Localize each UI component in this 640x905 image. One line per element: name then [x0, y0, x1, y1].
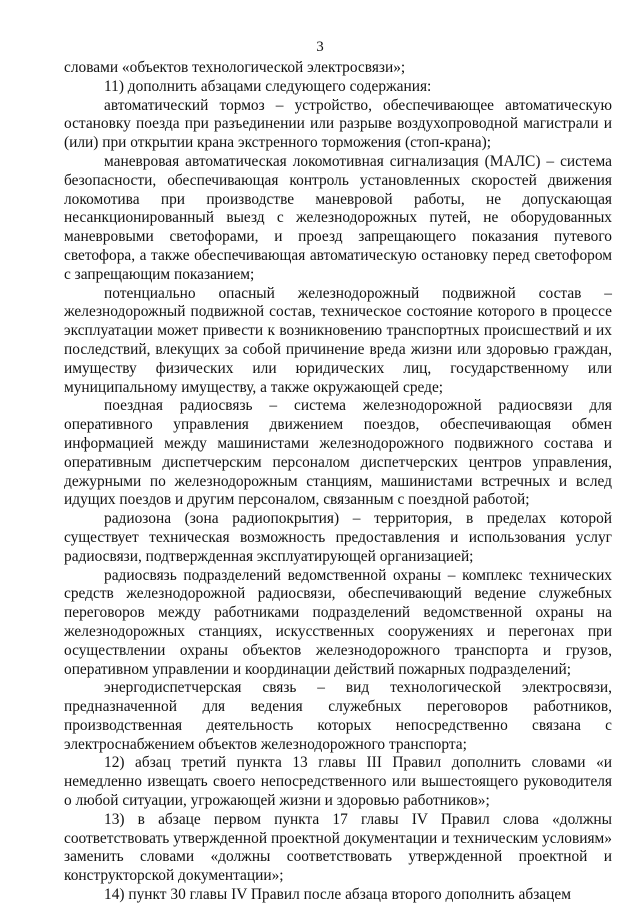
paragraph-train-radio: поездная радиосвязь – система железнодорожной радиосвязи для оперативного управления движением поездов, обеспечивающая обмен информацией между машинистами железнодорожного подвижного состава и оперативным диспетчерским персоналом диспетчерских центров управления, дежурными по железнодорожным станциям, машинистами встречных и вслед идущих поездов и другим персоналом, связанным с поездной работой;	[64, 397, 612, 509]
paragraph-mals: маневровая автоматическая локомотивная сигнализация (МАЛС) – система безопасности, обеспечивающая контроль установленных скоростей движения локомотива при производстве маневровой работы, не допускающая несанкционированный выезд с железнодорожных путей, не оборудованных маневровыми светофорами, и проезд запрещающего показания путевого светофора, а также обеспечивающая автоматическую остановку перед светофором с запрещающим показанием;	[64, 152, 612, 283]
paragraph-radio-zone: радиозона (зона радиопокрытия) – территория, в пределах которой существует техническая возможность предоставления и использования услуг радиосвязи, подтвержденная эксплуатирующей организацией;	[64, 510, 612, 565]
paragraph-item-14: 14) пункт 30 главы IV Правил после абзаца второго дополнить абзацем	[104, 886, 571, 904]
paragraph-energy-dispatch: энергодиспетчерская связь – вид технологической электросвязи, предназначенной для ведения служебных переговоров работников, производственная деятельность которых непосредственно связана с электроснабжением объектов железнодорожного транспорта;	[64, 679, 612, 753]
paragraph-continuation: словами «объектов технологической электросвязи»;	[64, 59, 406, 76]
paragraph-item-11: 11) дополнить абзацами следующего содержания:	[104, 77, 432, 95]
paragraph-hazardous-rolling-stock: потенциально опасный железнодорожный подвижной состав – железнодорожный подвижной состав, техническое состояние которого в процессе эксплуатации может привести к возникновению транспортных происшествий и их последствий, влекущих за собой причинение вреда жизни или здоровью граждан, имуществу физических или юридических лиц, государственному или муниципальному имуществу, а также окружающей среде;	[64, 284, 612, 396]
paragraph-item-13: 13) в абзаце первом пункта 17 главы IV Правил слова «должны соответствовать утвержденной проектной документации и техническим условиям» заменить словами «должны соответствовать утвержденной проектной и конструкторской документации»;	[64, 810, 612, 885]
paragraph-item-12: 12) абзац третий пункта 13 главы III Правил дополнить словами «и немедленно извещать своего непосредственного или вышестоящего руководителя о любой ситуации, угрожающей жизни и здоровью работников»;	[64, 754, 612, 810]
paragraph-automatic-brake: автоматический тормоз – устройство, обеспечивающее автоматическую остановку поезда при разъединении или разрыве воздухопроводной магистрали и (или) при открытии крана экстренного торможения (стоп-крана);	[64, 96, 612, 152]
document-body	[64, 59, 612, 905]
paragraph-security-radio: радиосвязь подразделений ведомственной охраны – комплекс технических средств железнодорожной радиосвязи, обеспечивающий ведение служебных переговоров между работниками подразделений ведомственной охраны на железнодорожных станциях, искусственных сооружениях и перегонах при осуществлении охраны объектов железнодорожного транспорта и грузов, оперативном управлении и координации действий пожарных подразделений;	[64, 566, 612, 678]
page-number: 3	[316, 39, 324, 55]
